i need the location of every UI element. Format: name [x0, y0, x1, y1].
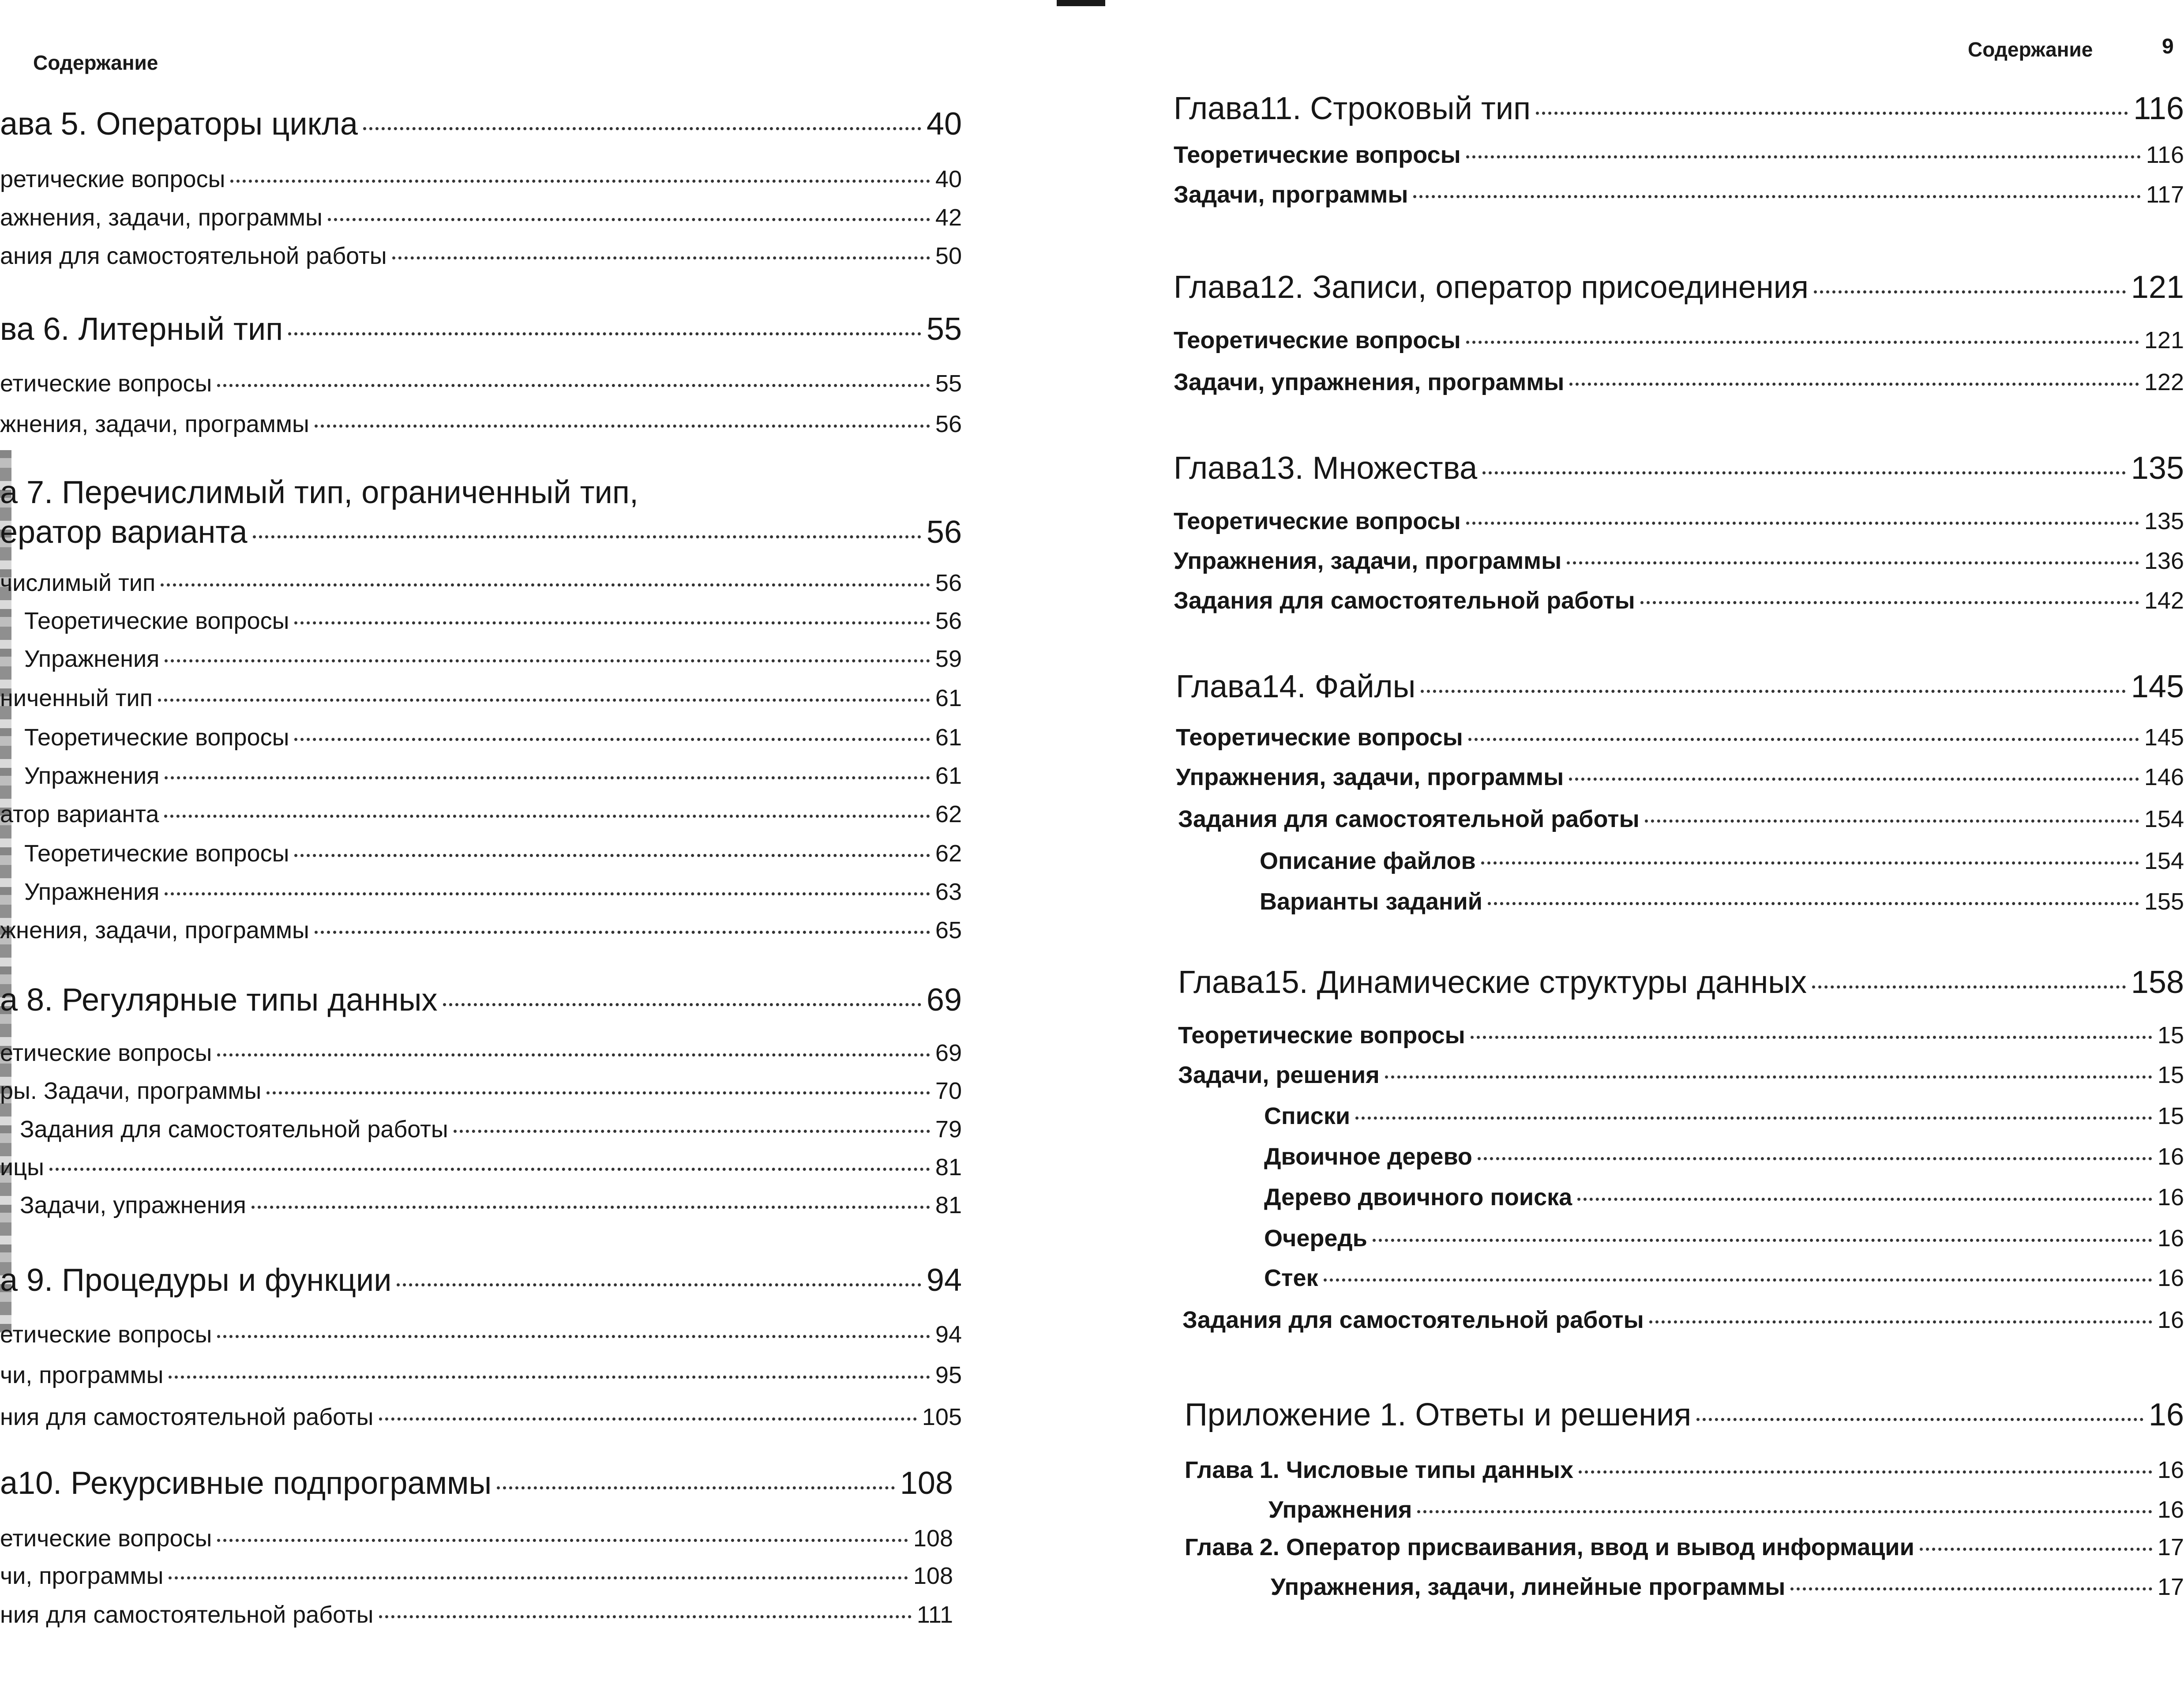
toc-entry: Двоичное дерево 16: [1264, 1143, 2184, 1170]
toc-entry: Задачи, программы 117: [1174, 181, 2184, 208]
toc-entry: Задания для самостоятельной работы 16: [1182, 1307, 2184, 1333]
toc-entry: Теоретические вопросы 15: [1178, 1022, 2184, 1049]
toc-entry: Теоретические вопросы 56: [24, 608, 962, 634]
toc-chapter: ва 6. Литерный тип 55: [0, 312, 962, 347]
toc-chapter: а 8. Регулярные типы данных 69: [0, 982, 962, 1018]
toc-entry: жнения, задачи, программы 56: [0, 411, 962, 437]
toc-entry: Задачи, упражнения 81: [20, 1192, 962, 1218]
toc-entry: ния для самостоятельной работы 111: [0, 1602, 953, 1628]
toc-entry: Упражнения 16: [1268, 1496, 2184, 1523]
toc-entry: Теоретические вопросы 135: [1174, 508, 2184, 534]
toc-entry: ния для самостоятельной работы 105: [0, 1404, 962, 1430]
toc-chapter: Глава11. Строковый тип 116: [1174, 91, 2184, 126]
toc-entry: Упражнения, задачи, программы 146: [1176, 764, 2184, 790]
toc-entry: Упражнения 59: [24, 646, 962, 672]
left-page: [0, 0, 1068, 1688]
toc-chapter: Глава12. Записи, оператор присоединения 121: [1174, 270, 2184, 305]
toc-entry: етические вопросы 108: [0, 1525, 953, 1552]
toc-entry: Очередь 16: [1264, 1225, 2184, 1252]
toc-entry: Списки 15: [1264, 1103, 2184, 1129]
toc-entry: чи, программы 95: [0, 1362, 962, 1388]
toc-entry: Описание файлов 154: [1260, 848, 2184, 874]
page-number: 9: [2162, 35, 2174, 58]
toc-chapter: ератор варианта 56: [0, 515, 962, 550]
running-head: Содержание: [33, 51, 158, 74]
toc-entry: етические вопросы 94: [0, 1321, 962, 1348]
toc-entry: Задания для самостоятельной работы 142: [1174, 587, 2184, 614]
toc-entry: Варианты заданий 155: [1260, 888, 2184, 915]
toc-entry: атор варианта 62: [0, 801, 962, 827]
toc-entry: Теоретические вопросы 116: [1174, 142, 2184, 168]
toc-chapter: Глава15. Динамические структуры данных 158: [1178, 965, 2184, 1000]
toc-entry: Теоретические вопросы 121: [1174, 327, 2184, 353]
toc-entry: Глава 1. Числовые типы данных 16: [1185, 1457, 2184, 1483]
toc-entry: Задания для самостоятельной работы 79: [20, 1116, 962, 1143]
toc-entry: Задачи, упражнения, программы 122: [1174, 369, 2184, 395]
toc-chapter: Глава13. Множества 135: [1174, 451, 2184, 486]
toc-entry: ания для самостоятельной работы 50: [0, 243, 962, 269]
toc-entry: етические вопросы 55: [0, 370, 962, 397]
toc-chapter: а10. Рекурсивные подпрограммы 108: [0, 1466, 953, 1501]
toc-entry: Стек 16: [1264, 1265, 2184, 1291]
toc-entry: чи, программы 108: [0, 1563, 953, 1589]
toc-entry: ры. Задачи, программы 70: [0, 1078, 962, 1104]
toc-entry: Упражнения, задачи, линейные программы 17: [1271, 1574, 2184, 1600]
running-head: Содержание: [1968, 38, 2093, 61]
toc-entry: Задачи, решения 15: [1178, 1062, 2184, 1088]
right-page: [1121, 0, 2184, 1688]
toc-chapter: Глава14. Файлы 145: [1176, 669, 2184, 704]
toc-entry: Упражнения, задачи, программы 136: [1174, 548, 2184, 574]
toc-entry: жнения, задачи, программы 65: [0, 917, 962, 944]
toc-entry: Теоретические вопросы 145: [1176, 724, 2184, 751]
toc-chapter: Приложение 1. Ответы и решения 16: [1185, 1397, 2184, 1432]
toc-entry: ниченный тип 61: [0, 685, 962, 711]
toc-entry: ицы 81: [0, 1154, 962, 1180]
toc-entry: Упражнения 61: [24, 763, 962, 789]
toc-entry: Дерево двоичного поиска 16: [1264, 1184, 2184, 1211]
toc-entry: Теоретические вопросы 62: [24, 840, 962, 867]
toc-entry: ретические вопросы 40: [0, 166, 962, 192]
toc-entry: Задания для самостоятельной работы 154: [1178, 806, 2184, 832]
toc-chapter: ава 5. Операторы цикла 40: [0, 106, 962, 142]
toc-entry: ажнения, задачи, программы 42: [0, 204, 962, 231]
toc-entry: Упражнения 63: [24, 879, 962, 905]
toc-chapter: а 7. Перечислимый тип, ограниченный тип,: [0, 475, 638, 510]
toc-entry: етические вопросы 69: [0, 1040, 962, 1066]
toc-chapter: а 9. Процедуры и функции 94: [0, 1263, 962, 1298]
toc-entry: числимый тип 56: [0, 570, 962, 596]
toc-entry: Теоретические вопросы 61: [24, 724, 962, 751]
toc-entry: Глава 2. Оператор присваивания, ввод и вывод информации 17: [1185, 1534, 2184, 1560]
